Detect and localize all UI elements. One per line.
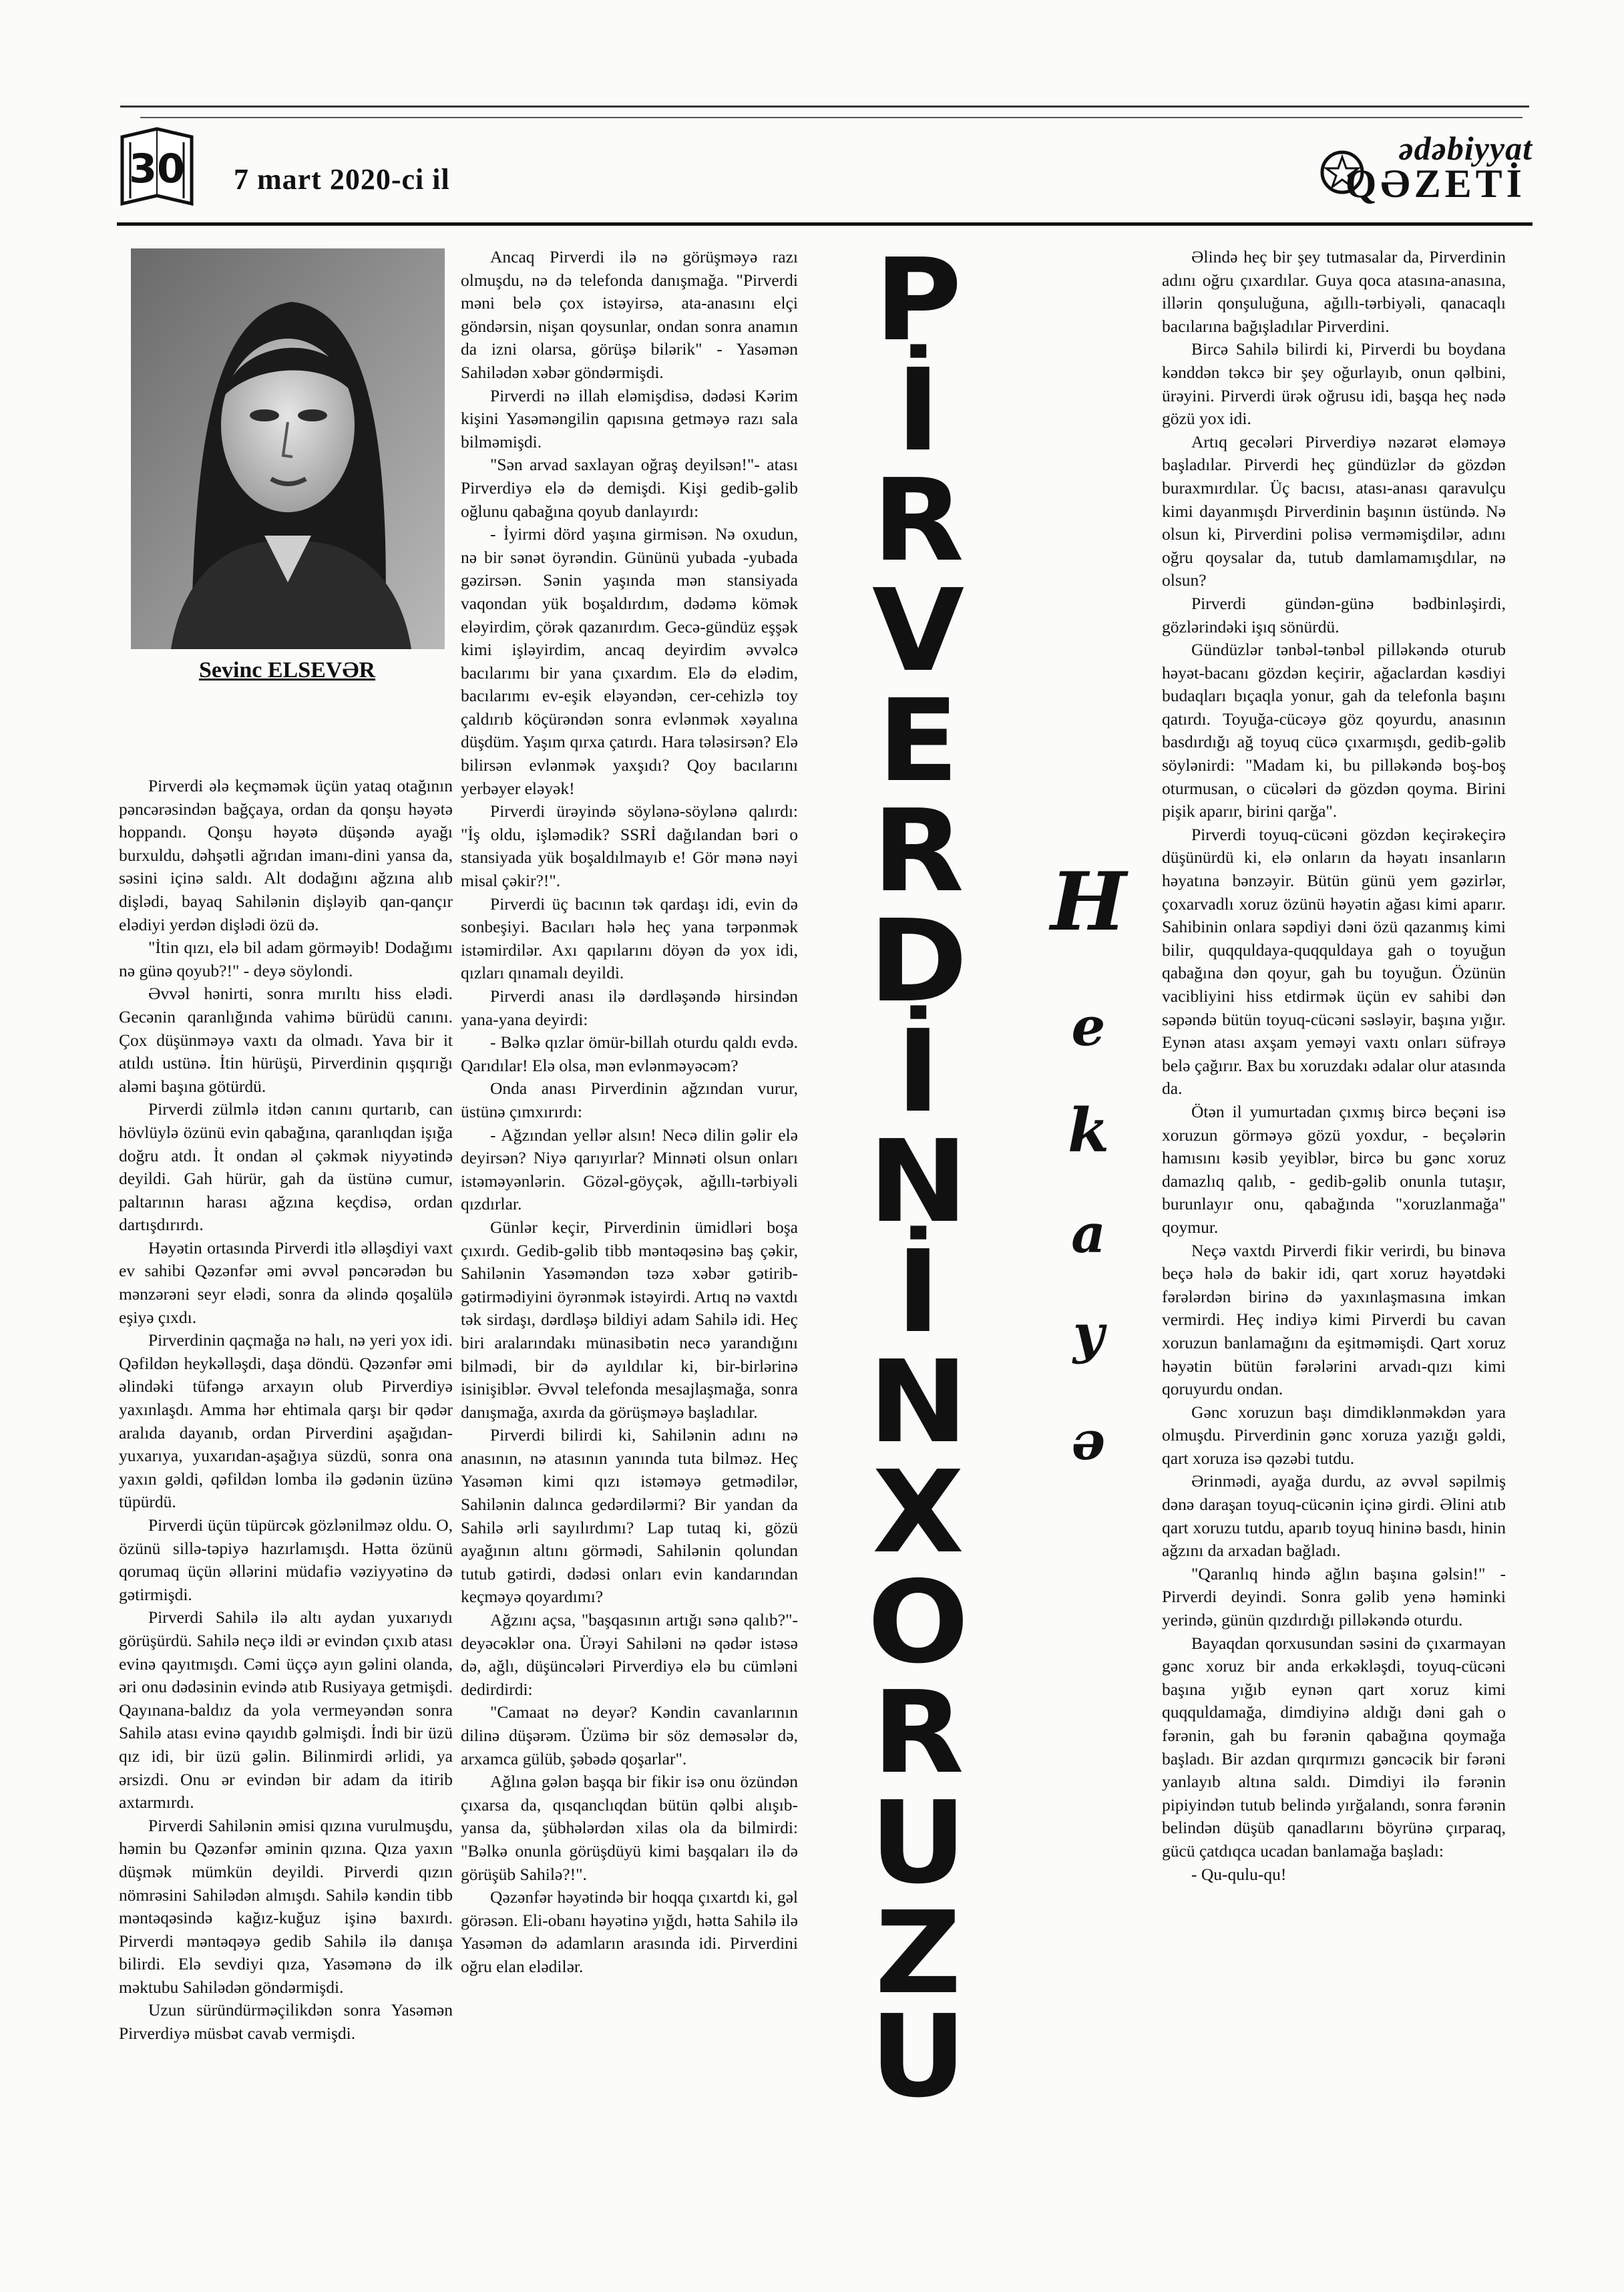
title-letter: N xyxy=(868,1336,968,1469)
paragraph: Pirverdi nə illah eləmişdisə, dədəsi Kərim kişini Yasəməngilin qapısına getməyə razı sala bilməmişdi. xyxy=(461,385,798,451)
title-letter: O xyxy=(867,1557,969,1689)
title-letter: N xyxy=(868,1116,968,1248)
genre-label-vertical xyxy=(1038,855,1139,1523)
title-letter: U xyxy=(869,1777,967,1909)
title-letter: İ xyxy=(895,1226,941,1358)
page-header xyxy=(117,124,1533,224)
paragraph: Bayaqdan qorxusundan səsini də çıxarmayan gənc xoruz bir anda erkəkləşdi, toyuq-cücəni başına yığıb eynən qart xoruz kimi quqquldamağa, dimdiyinə aldığı dəni gah o fərənin, gah bu fərənin qabağına qoymağa başladı. Bir azdan qırqırmızı gəncəcik bir fərəni yanlayıb altına saldı. Dimdiyi ilə fərənin pipiyindən tutub belində yırğalandı, sonra fərənin belindən düşüb qanadlarını böyrünə çırparaq, gücü çatdıqca ucadan banlamağa başladı: xyxy=(1162,1633,1506,1861)
page-number-badge xyxy=(117,124,197,210)
paragraph: "Sən arvad saxlayan oğraş deyilsən!"- atası Pirverdiyə elə də demişdi. Kişi gedib-gəlib oğlunu qabağına qoyub danlayırdı: xyxy=(461,455,798,521)
author-photo xyxy=(131,248,445,649)
paragraph: Pirverdi ürəyində söylənə-söylənə qalırdı: "İş oldu, işləmədik? SSRİ dağılandan bəri o stansiyada yük boşaldılmayıb e! Gör mənə nəyi misal çəkir?!". xyxy=(461,801,798,891)
author-name: Sevinc ELSEVƏR xyxy=(198,658,376,683)
genre-letter: k xyxy=(1067,1095,1110,1166)
title-letter: U xyxy=(869,1991,967,2123)
article-column-1 xyxy=(119,775,453,2046)
paragraph: Pirverdi zülmlə itdən canını qurtarıb, can hövlüylə özünü evin qabağına, qaranlıqdan işığa doğru atdı. İt ondan əl çəkmək niyyətində deyildi. Gah hürür, gah da üstünə cumur, paltarının harası ağzına keçdisə, ordan dartışdırırdı. xyxy=(119,1099,453,1235)
title-letter: İ xyxy=(895,1006,941,1138)
issue-date: 7 mart 2020-ci il xyxy=(234,163,450,196)
paragraph: Həyətin ortasında Pirverdi itlə əlləşdiyi vaxt ev sahibi Qəzənfər əmi əvvəl pəncərədən bu mənzərəni seyr elədi, sonra da əlində qoşalülə eşiyə çıxdı. xyxy=(119,1237,453,1327)
logo-top-word: ədəbiyyat xyxy=(1398,130,1533,167)
paragraph: "İtin qızı, elə bil adam görməyib! Dodağımı nə günə qoyub?!" - deyə söylondi. xyxy=(119,938,453,980)
title-letter: R xyxy=(872,1667,964,1799)
article-column-4 xyxy=(1162,246,1506,1886)
paragraph: Artıq gecələri Pirverdiyə nəzarət eləməyə başladılar. Pirverdi heç gündüzlər də gözdən buraxmırdılar. Üç bacısı, atası-anası qaravulçu kimi dayanmışdı Pirverdinin başının üstündə. Nə olsun ki, Pirverdini polisə verməmişdilər, adını oğru qoysalar da, tutub damlamamışdılar, nə olsun? xyxy=(1162,431,1506,590)
title-letter: R xyxy=(872,455,964,587)
paragraph: Gənc xoruzun başı dimdiklənməkdən yara olmuşdu. Pirverdinin gənc xoruza yazığı gəldi, qart xoruza isə qəzəbi tutdu. xyxy=(1162,1402,1506,1468)
title-letter: X xyxy=(872,1447,964,1579)
paragraph: Ərinmədi, ayağa durdu, az əvvəl səpilmiş dənə daraşan toyuq-cücənin içinə girdi. Əlini atıb qart xoruzu tutdu, aparıb toyuq hininə basdı, hinin ağzını da arxadan bağladı. xyxy=(1162,1471,1506,1561)
paragraph: Onda anası Pirverdinin ağzından vurur, üstünə çımxırırdı: xyxy=(461,1079,798,1121)
title-letter: E xyxy=(877,675,959,807)
page-number: 30 xyxy=(129,146,185,192)
genre-letter: y xyxy=(1072,1302,1104,1365)
paragraph: Ancaq Pirverdi ilə nə görüşməyə razı olmuşdu, nə də telefonda danışmağa. "Pirverdi məni belə çox istəyirsə, ata-anasını elçi göndərsin, nişan qoysunlar, ondan sonra anamın da izni olarsa, görüşə bilərik" - Yasəmən Sahilədən xəbər göndərmişdi. xyxy=(461,247,798,382)
title-letter: P xyxy=(874,234,962,367)
paragraph: Pirverdi Sahilənin əmisi qızına vurulmuşdu, həmin bu Qəzənfər əminin qızına. Qıza yaxın düşmək mümkün deyildi. Pirverdi qızın nömrəsini Sahilədən almışdı. Sahilə kəndin tibb məntəqəsində kağız-kuğuz işinə baxırdı. Pirverdi məntəqəyə gedib Sahilə ilə danışa bilirdi. Elə sevdiyi qıza, Yasəmənə də ilk məktubu Sahilədən göndərmişdi. xyxy=(119,1815,453,1997)
paragraph: Pirverdinin qaçmağa nə halı, nə yeri yox idi. Qəfildən heykəlləşdi, daşa döndü. Qəzənfər əmi əlindəki tüfəngə arxayın olub Pirverdiyə yaxınlaşdı. Amma hər ehtimala qarşı bir qədər aralıda dayanıb, ordan Pirverdini aşağıdan-yuxarıya, yuxarıdan-aşağıya süzdü, sonra ona yaxın gəldi, qəfildən lomba ilə gədənin üzünə tüpürdü. xyxy=(119,1330,453,1512)
paragraph: - Ağzından yellər alsın! Necə dilin gəlir elə deyirsən? Niyə qarıyırlar? Minnəti olsun onları istəməyənlərin. Gözəl-göyçək, ağıllı-tərbiyəli qızdırlar. xyxy=(461,1125,798,1214)
title-letter: Z xyxy=(875,1887,962,2020)
genre-letter: a xyxy=(1071,1202,1106,1265)
genre-letter: ə xyxy=(1071,1409,1106,1472)
paragraph: Neçə vaxtdı Pirverdi fikir verirdi, bu binəva beçə hələ də bakir idi, qart xoruz həyətdəki fərələrdən birinə də yaxınlaşmasına imkan vermirdi. Heç indiyə kimi Pirverdi bu cavan xoruzun banlamağını da eşitməmişdi. Qart xoruz həyətin bütün fərələrini arvadı-qızı kimi qoruyurdu ondan. xyxy=(1162,1240,1506,1399)
genre-letter: H xyxy=(1050,855,1127,949)
article-column-2 xyxy=(461,246,798,1979)
top-rule-thin xyxy=(140,117,1522,118)
story-title-vertical xyxy=(835,234,1002,2123)
title-letter: R xyxy=(872,785,964,918)
paragraph: Gündüzlər tənbəl-tənbəl pilləkəndə oturub həyət-bacanı gözdən keçirir, ağaclardan kəsdiyi budaqları bıçaqla yonur, gah da telefonla başını qatırdı. Toyuğa-cücəyə göz qoyurdu, anasının basdırdığı ağ toyuq cücə çıxarmışdı, gedib-gəlib söylənirdi: "Madam ki, bu pilləkəndə boş-boş oturmusan, o cücələri də gözdən qoyma. Birini pişik aparır, birini qarğa". xyxy=(1162,640,1506,821)
title-letter: V xyxy=(871,565,965,697)
paragraph: "Qaranlıq hində ağlın başına gəlsin!" - Pirverdi deyindi. Sonra gəlib yenə həminki yerində, günün qızdırdığı pilləkəndə oturdu. xyxy=(1162,1563,1506,1630)
title-letter: İ xyxy=(895,345,941,477)
top-rule xyxy=(120,106,1529,108)
paragraph: Pirverdi Sahilə ilə altı aydan yuxarıydı görüşürdü. Sahilə neçə ildi ər evindən çıxıb atası evinə qayıtmışdı. Cəmi üççə ayın gəlini olanda, əri onu dədəsinin evində atıb Rusiyaya getmişdi. Qayınana-baldız da yola vermeyəndən sonra Sahilə atası evinə qayıdıb gəlmişdi. İndi bir üzü qız idi, bir üzü gəlin. Bilinmirdi ərlidi, ya ərsizdi. Onu ər evindən bir adam da itirib axtarmırdı. xyxy=(119,1607,453,1812)
genre-letter: e xyxy=(1071,995,1106,1058)
paragraph: Pirverdi toyuq-cücəni gözdən keçirəkeçirə düşünürdü ki, elə onların da həyatı insanların həyatına bənzəyir. Bütün günü yem gəzirlər, çoxarvadlı xoruz özünü həyətin ağası kimi aparır. Sahibinin onlara səpdiyi dəni özü qazanmış kimi bilir, quqquldaya-quqquldaya gah o toyuğun qabağına dən qoyur, gah bu toyuğun. Özünün vacibliyini hiss etdirmək üçün ev sahibi dən səpəndə bütün toyuq-cücəni səsləyir, başına yığır. Eynən atası axşam yeməyi vaxtı onları süfrəyə belə çağırır. Bax bu xoruzdakı ədalar olur atasında da. xyxy=(1162,824,1506,1099)
paragraph: Əvvəl hənirti, sonra mırıltı hiss elədi. Gecənin qaranlığında vahimə bürüdü canını. Çox düşünməyə vaxtı da olmadı. Yava bir it atıldı ustünə. İtin hürüşü, Pirverdinin qışqırığı aləmi başına götürdü. xyxy=(119,984,453,1096)
paragraph: Ötən il yumurtadan çıxmış bircə beçəni isə xoruzun görməyə gözü yoxdur, - beçələrin hamısını kəsib yeyiblər, bircə bu gənc xoruz damazlıq qalıb, - gedib-gəlib onunla tutaşır, burunlayır onu, qabağında "xoruzlanmağa" qoymur. xyxy=(1162,1101,1506,1237)
paragraph: Ağzını açsa, "başqasının artığı sənə qalıb?"- deyəcəklər ona. Ürəyi Sahiləni nə qədər istəsə də, ağlı, düşüncələri Pirverdiyə elə bu cümləni dedirdirdi: xyxy=(461,1610,798,1699)
paragraph: Pirverdi ələ keçməmək üçün yataq otağının pəncərəsindən bağçaya, ordan da qonşu həyətə hoppandı. Qonşu həyətə düşəndə ayağı burxuldu, dəhşətli ağrıdan imanı-dini yansa da, səsini içinə saldı. Alt dodağını ağzına alıb dişlədi, bayaq Sahilənin dişləyib qan-qançır elədiyi yerdən dişlədi özü də. xyxy=(119,776,453,934)
paragraph: - Qu-qulu-qu! xyxy=(1191,1864,1287,1884)
paragraph: "Camaat nə deyər? Kəndin cavanlarının dilinə düşərəm. Üzümə bir söz deməsələr də, arxamca gülüb, şəbədə qoşarlar". xyxy=(461,1702,798,1768)
paragraph: Qəzənfər həyətində bir hoqqa çıxartdı ki, gəl görəsən. Eli-obanı həyətinə yığdı, hətta Sahilə ilə Yasəmən də adamların arasında idi. Pirverdini oğru elan elədilər. xyxy=(461,1887,798,1976)
paragraph: Bircə Sahilə bilirdi ki, Pirverdi bu boydana kənddən təkcə bir şey oğurlayıb, onun qəlbini, ürəyini. Pirverdi ürək oğrusu idi, başqa heç nədə gözü yox idi. xyxy=(1162,339,1506,429)
newspaper-logo xyxy=(1312,129,1533,209)
paragraph: Pirverdi gündən-günə bədbinləşirdi, gözlərindəki işıq sönürdü. xyxy=(1162,593,1506,636)
paragraph: Ağlına gələn başqa bir fikir isə onu özündən çıxarsa da, qısqanclıqdan bütün qəlbi alışıb-yansa da, şübhələrdən xilas ola da bilmirdi: "Bəlkə onunla görüşdüyü kimi başqaları ilə də görüşüb Sahilə?!". xyxy=(461,1772,798,1884)
paragraph: Pirverdi anası ilə dərdləşəndə hirsindən yana-yana deyirdi: xyxy=(461,986,798,1029)
logo-bottom-word: QƏZETİ xyxy=(1345,162,1526,206)
paragraph: Pirverdi üç bacının tək qardaşı idi, evin də sonbeşiyi. Bacıları hələ heç yana tərpənmək istəmirdilər. Axı qapılarını döyən də yox idi, qızları qınamalı deyildi. xyxy=(461,894,798,983)
paragraph: Pirverdi üçün tüpürcək gözlənilməz oldu. O, özünü sillə-təpiyə hazırlamışdı. Hətta özünü qorumaq üçün əllərini müdafiə vəziyyətinə də gətirmişdi. xyxy=(119,1515,453,1604)
title-letter: D xyxy=(868,896,968,1028)
paragraph: - Bəlkə qızlar ömür-billah oturdu qaldı evdə. Qarıdılar! Elə olsa, mən evlənməyəcəm? xyxy=(461,1032,798,1075)
book-icon xyxy=(117,124,197,210)
header-divider xyxy=(117,222,1533,226)
paragraph: Əlində heç bir şey tutmasalar da, Pirverdinin adını oğru çıxardılar. Guya qoca atasına-anasına, illərin qonşuluğuna, ağıllı-tərbiyəli, qanacaqlı bacılarına bağışladılar Pirverdini. xyxy=(1162,247,1506,336)
paragraph: - İyirmi dörd yaşına girmisən. Nə oxudun, nə bir sənət öyrəndin. Gününü yubada -yubada gəzirsən. Sənin yaşında mən stansiyada vaqondan yük boşaldırdım, dədəmə kömək eləyirdim, çörək qazanırdım. Gecə-gündüz eşşək kimi işləyirdim, ancaq deyirdim əvvəlcə bacılarımı bir yana çıxardım. Elə də elədim, bacılarımı ev-eşik eləyəndən, cer-cehizlə toy çaldırıb köçürəndən sonra evlənmək xəyalına düşdüm. Yaşım qırxa çatırdı. Hara tələsirsən? Elə bilirsən evlənmək yaxşıdı? Qoy bacılarını yerbəyer eləyək! xyxy=(461,524,798,798)
paragraph: Pirverdi bilirdi ki, Sahilənin adını nə anasının, nə atasının yanında tuta bilməz. Heç Yasəmən kimi qızı istəməyə getmədilər, Sahilənin dalınca gedərdilərmi? Bir yandan da Sahilə ərli sayılırdımı? Lap tutaq ki, gözü ayağının altını görmədi, Sahilənin qolundan tutub gətirdi, dədəsi onları evin kandarından keçməyə qoyardımı? xyxy=(461,1425,798,1607)
paragraph: Günlər keçir, Pirverdinin ümidləri boşa çıxırdı. Gedib-gəlib tibb məntəqəsinə baş çəkir, Sahilənin Yasəməndən təzə xəbər gətirib-gətirmədiyini öyrənmək istəyirdi. Artıq nə vaxtdı tək sirdaşı, dərdləşə bildiyi adam Sahilə idi. Heç biri aralarındakı münasibətin necə yarandığını bilmədi, bir də ayıldılar ki, bir-birlərinə isinişiblər. Əvvəl telefonda mesajlaşmağa, sonra danışmağa, axırda da görüşməyə başladılar. xyxy=(461,1217,798,1422)
portrait-image xyxy=(131,248,445,649)
paragraph: Uzun süründürməçilikdən sonra Yasəmən Pirverdiyə müsbət cavab vermişdi. xyxy=(119,2000,453,2044)
